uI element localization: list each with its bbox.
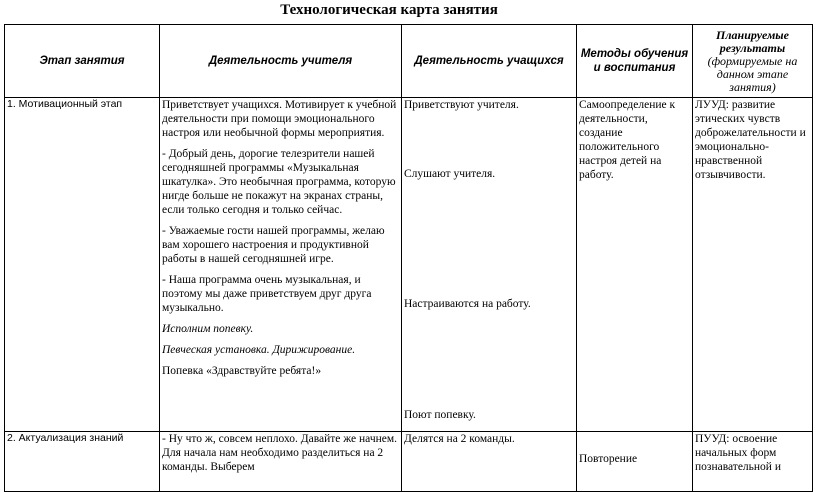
methods-cell: Самоопределение к деятельности, создание положительного настроя детей на работу. [577,98,693,432]
page-title: Технологическая карта занятия [280,2,498,18]
methods-cell [577,432,693,492]
stage-cell: 2. Актуализация знаний [5,432,160,492]
teacher-text: Приветствует учащихся. Мотивирует к учебной деятельности при помощи эмоционального настроя или необычной формы мероприятия. [162,99,397,139]
teacher-text: - Добрый день, дорогие телезрители нашей сегодняшней программы «Музыкальная шкатулка». Это необычная программа, которую нигде больше не покажут на экранах страны, если только сегодня и только сейчас. [162,148,396,216]
teacher-text: Исполним попевку. [162,323,254,335]
methods-text: Повторение [579,453,638,465]
lesson-map-table [4,24,813,492]
stage-cell: 1. Мотивационный этап [5,98,160,432]
students-text: Поют попевку. [404,409,476,421]
students-text: Слушают учителя. [404,168,496,180]
header-planned [693,25,813,98]
teacher-cell [160,98,402,432]
table-row [5,432,813,492]
table-row [5,98,813,432]
header-row [5,25,813,98]
teacher-text: - Наша программа очень музыкальная, и поэтому мы даже приветствуем друг друга музыкально. [162,274,372,314]
planned-cell: ПУУД: освоение начальных форм познавательной и [693,432,813,492]
teacher-text: Певческая установка. Дирижирование. [162,344,356,356]
students-cell [402,98,577,432]
students-text: Настраиваются на работу. [404,298,531,310]
header-methods: Методы обучения и воспитания [577,25,693,98]
header-teacher: Деятельность учителя [160,25,402,98]
header-stage: Этап занятия [5,25,160,98]
planned-cell: ЛУУД: развитие этических чувств доброжелательности и эмоционально-нравственной отзывчивости. [693,98,813,432]
header-students: Деятельность учащихся [402,25,577,98]
teacher-text: - Уважаемые гости нашей программы, желаю вам хорошего настроения и продуктивной работы в нашей сегодняшней игре. [162,225,385,265]
teacher-cell: - Ну что ж, совсем неплохо. Давайте же начнем. Для начала нам необходимо разделиться на 2 команды. Выберем [160,432,402,492]
header-planned-sub: (формируемые на данном этапе занятия) [707,53,798,94]
teacher-text: Попевка «Здравствуйте ребята!» [162,365,322,377]
students-cell: Делятся на 2 команды. [402,432,577,492]
header-planned-main: Планируемые результаты [716,27,789,55]
students-text: Приветствуют учителя. [404,99,519,111]
